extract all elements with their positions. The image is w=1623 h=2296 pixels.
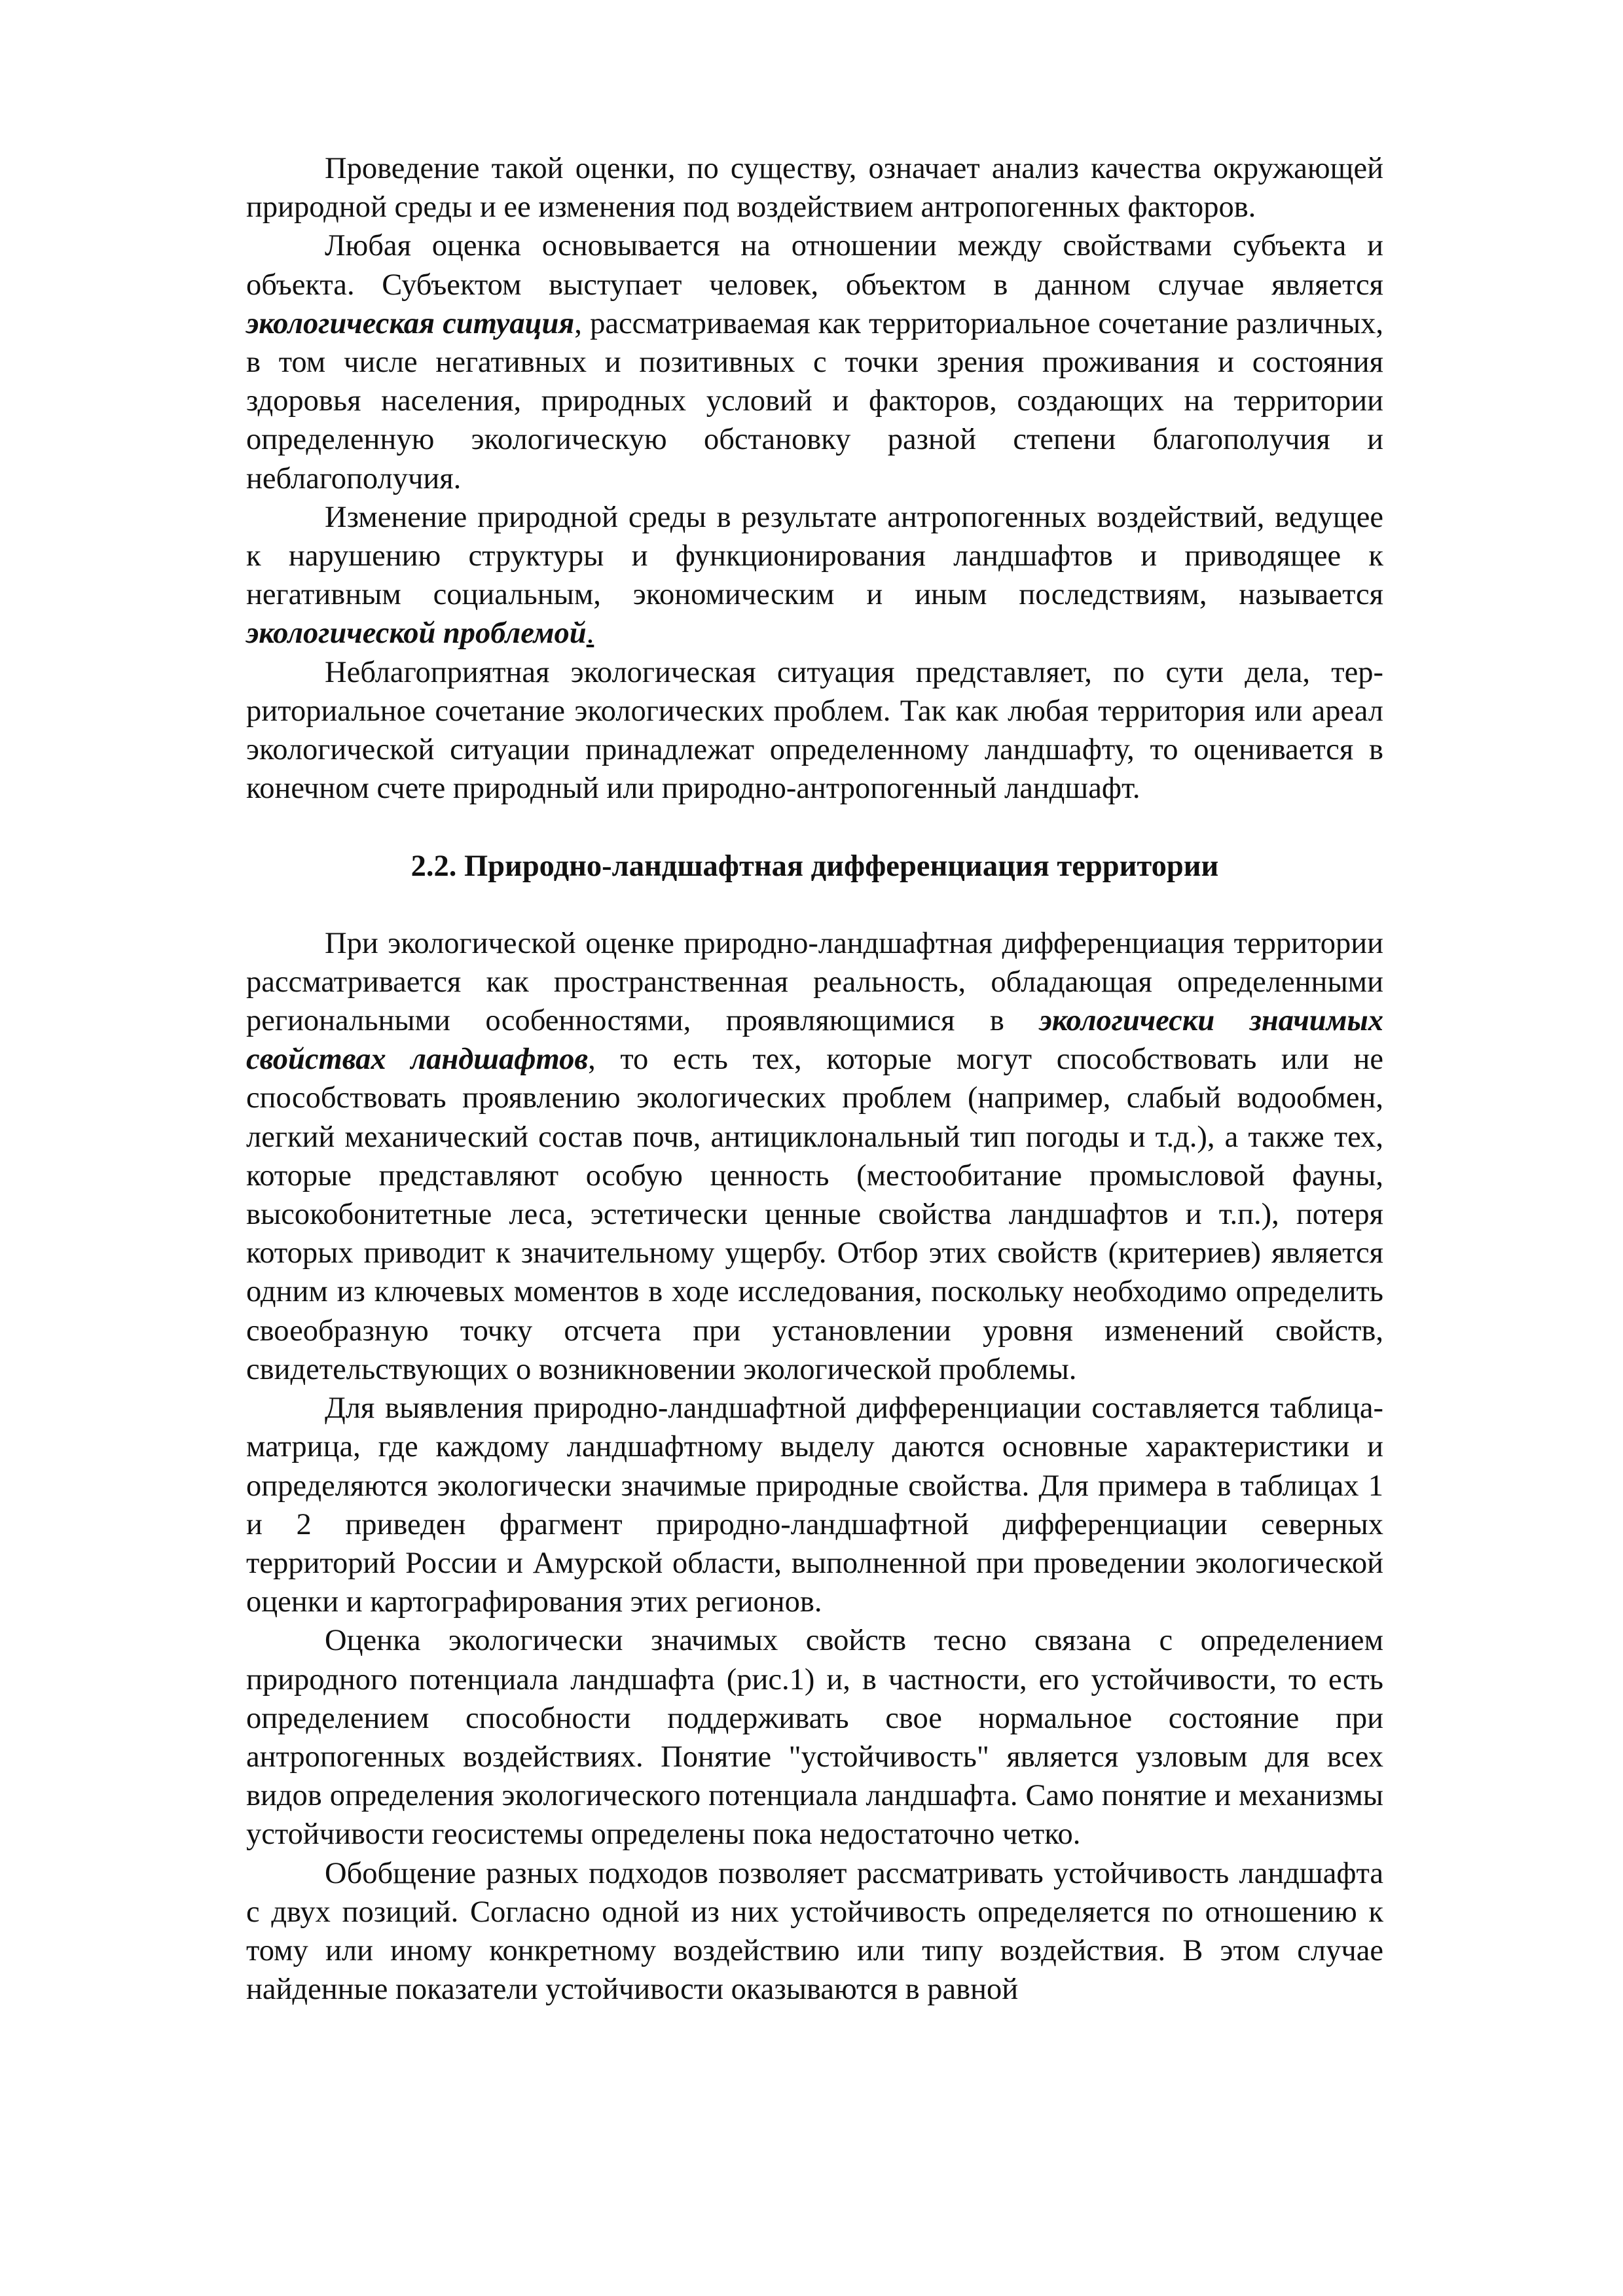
paragraph-5-text-b: то есть тех, которые могут способствовать или не способствовать проявлению экологических проблем (например, слабый водообмен, легкий механический состав почв, антициклональный тип погоды и т.д.), а также тех, которые представляют особую ценность (местообитание промысловой фауны, высокобонитетные леса, эстетически ценные свойства ландшафтов и т.п.), потеря которых приводит к значительному ущербу. Отбор этих свойств (критериев) является одним из ключевых моментов в ходе исследования, поскольку необходимо определить своеобразную точку отсчета при установлении уровня изменений свойств, свидетельствующих о возникновении экологической проблемы. <box>246 1043 1383 1386</box>
paragraph-2 <box>246 226 1383 497</box>
paragraph-2-comma: , <box>574 306 582 340</box>
paragraph-5-text-a: При экологической оценке природно-ландшафтная дифференциация территории рассматривается как пространственная реальность, обладающая определенными региональными особенностями, проявляющимися в <box>246 926 1383 1038</box>
paragraph-7: Оценка экологически значимых свойств тесно связана с определением природного потенциала ландшафта (рис.1) и, в частности, его устойчивости, то есть определением способности поддерживать свое нормальное состояние при антропогенных воздействиях. Понятие "устойчивость" является узловым для всех видов определения экологического потенциала ландшафта. Само понятие и механизмы устойчивости геосистемы определены пока недостаточно четко. <box>246 1624 1383 1852</box>
paragraph-5-comma: , <box>588 1043 596 1077</box>
paragraph-2-text-a: Любая оценка основывается на отношении между свойствами субъекта и объекта. Субъектом выступает человек, объектом в данном случае является <box>246 229 1383 302</box>
paragraph-1: Проведение такой оценки, по существу, означает анализ качества окружающей природной среды и ее изменения под воздействием антропогенных факторов. <box>246 152 1383 224</box>
paragraph-8: Обобщение разных подходов позволяет рассматривать устойчивость ландшафта с двух позиций. Согласно одной из них устойчивость определяется по отношению к тому или иному конкретному воздействию или типу воздействия. В этом случае найденные показатели устойчивости оказываются в равной <box>246 1856 1383 2007</box>
paragraph-6: Для выявления природно-ландшафтной дифференциации составляется таблица-матрица, где каждому ландшафтному выделу даются основные характеристики и определяются экологически значимые природные свойства. Для примера в таблицах 1 и 2 приведен фрагмент природно-ландшафтной дифференциации северных территорий России и Амурской области, выполненной при проведении экологической оценки и картографирования этих регионов. <box>246 1391 1383 1619</box>
document-page <box>246 149 1383 2009</box>
paragraph-2-text-b: рассматриваемая как территориальное сочетание различных, в том числе негативных и позитивных с точки зрения проживания и состояния здоровья населения, природных условий и факторов, создающих на территории определенную экологическую обстановку разной степени благополучия и неблагополучия. <box>246 306 1383 495</box>
paragraph-3 <box>246 498 1383 653</box>
term-ecologically-significant-properties: экологически значимых свойствах ландшафтов <box>246 1004 1383 1077</box>
paragraph-4: Неблагоприятная экологическая ситуация представляет, по сути дела, территориальное сочетание экологических проблем. Так как любая территория или ареал экологической ситуации принадлежат определенному ландшафту, то оценивается в конечном счете природный или природно-антропогенный ландшафт. <box>246 655 1383 806</box>
paragraph-5 <box>246 924 1383 1389</box>
paragraph-3-dot: . <box>586 617 594 651</box>
paragraph-3-text-a: Изменение природной среды в результате антропогенных воздействий, ведущее к нарушению структуры и функционирования ландшафтов и приводящее к негативным социальным, экономическим и иным последствиям, называется <box>246 500 1383 612</box>
term-ecological-problem: экологической проблемой <box>246 617 587 651</box>
term-ecological-situation: экологическая ситуация <box>246 306 575 340</box>
section-heading: 2.2. Природно-ландшафтная дифференциация территории <box>410 850 1219 884</box>
